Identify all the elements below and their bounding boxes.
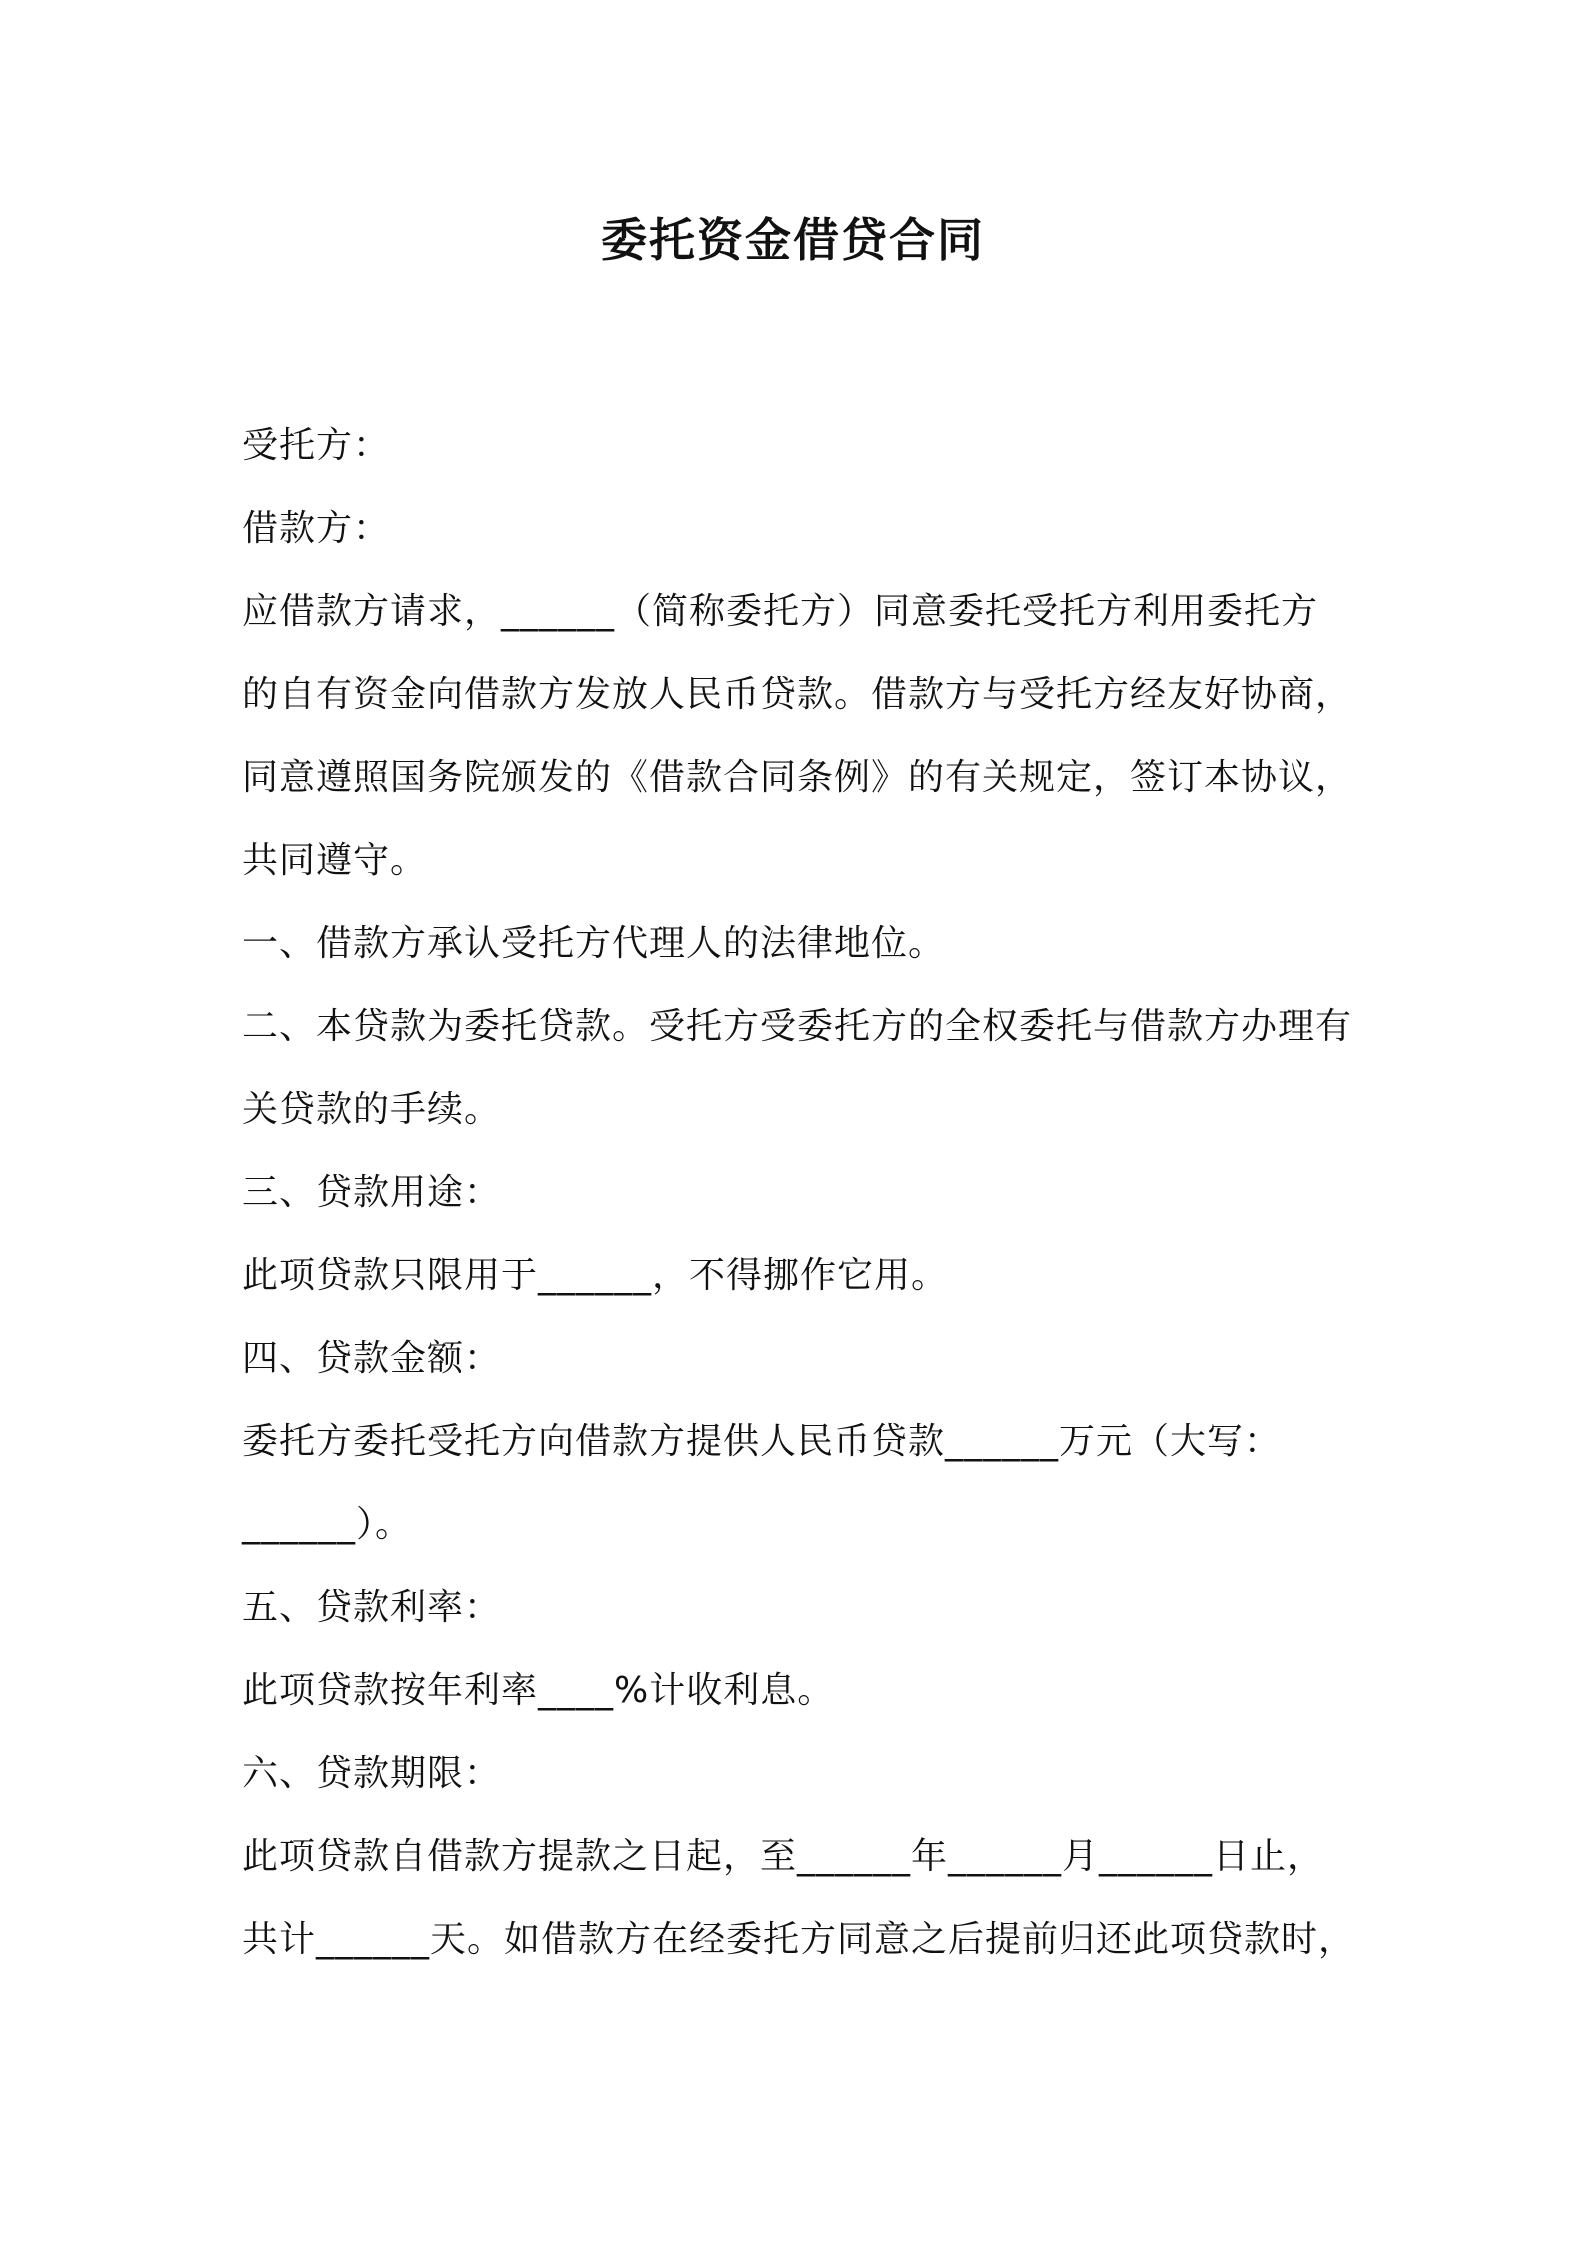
clause-1: 一、借款方承认受托方代理人的法律地位。: [242, 923, 946, 964]
text-line-borrower: 借款方：: [242, 508, 391, 549]
text-line-intro-3: 同意遵照国务院颁发的《借款合同条例》的有关规定，签订本协议，: [242, 757, 1353, 798]
clause-2-line-2: 关贷款的手续。: [242, 1089, 502, 1130]
clause-5-heading: 五、贷款利率：: [242, 1587, 502, 1628]
clause-3-heading: 三、贷款用途：: [242, 1172, 502, 1213]
clause-5-text: 此项贷款按年利率____%计收利息。: [242, 1670, 835, 1711]
text-line-intro-2: 的自有资金向借款方发放人民币贷款。借款方与受托方经友好协商，: [242, 674, 1353, 715]
clause-6-text-1: 此项贷款自借款方提款之日起，至______年______月______日止，: [242, 1836, 1325, 1877]
clause-4-text-2: ______）。: [242, 1504, 413, 1545]
clause-4-heading: 四、贷款金额：: [242, 1338, 502, 1379]
text-line-entrusted-party: 受托方：: [242, 425, 391, 466]
text-line-intro-4: 共同遵守。: [242, 840, 428, 881]
text-line-intro-1: 应借款方请求，______（简称委托方）同意委托受托方利用委托方: [242, 591, 1319, 632]
clause-6-text-2: 共计______天。如借款方在经委托方同意之后提前归还此项贷款时，: [242, 1919, 1356, 1960]
document-body: [242, 404, 1362, 1981]
clause-2-line-1: 二、本贷款为委托贷款。受托方受委托方的全权委托与借款方办理有: [242, 1006, 1353, 1047]
clause-4-text-1: 委托方委托受托方向借款方提供人民币贷款______万元（大写：: [242, 1421, 1282, 1462]
clause-3-text: 此项贷款只限用于______，不得挪作它用。: [242, 1255, 949, 1296]
clause-6-heading: 六、贷款期限：: [242, 1753, 502, 1794]
document-title: 委托资金借贷合同: [601, 213, 985, 267]
